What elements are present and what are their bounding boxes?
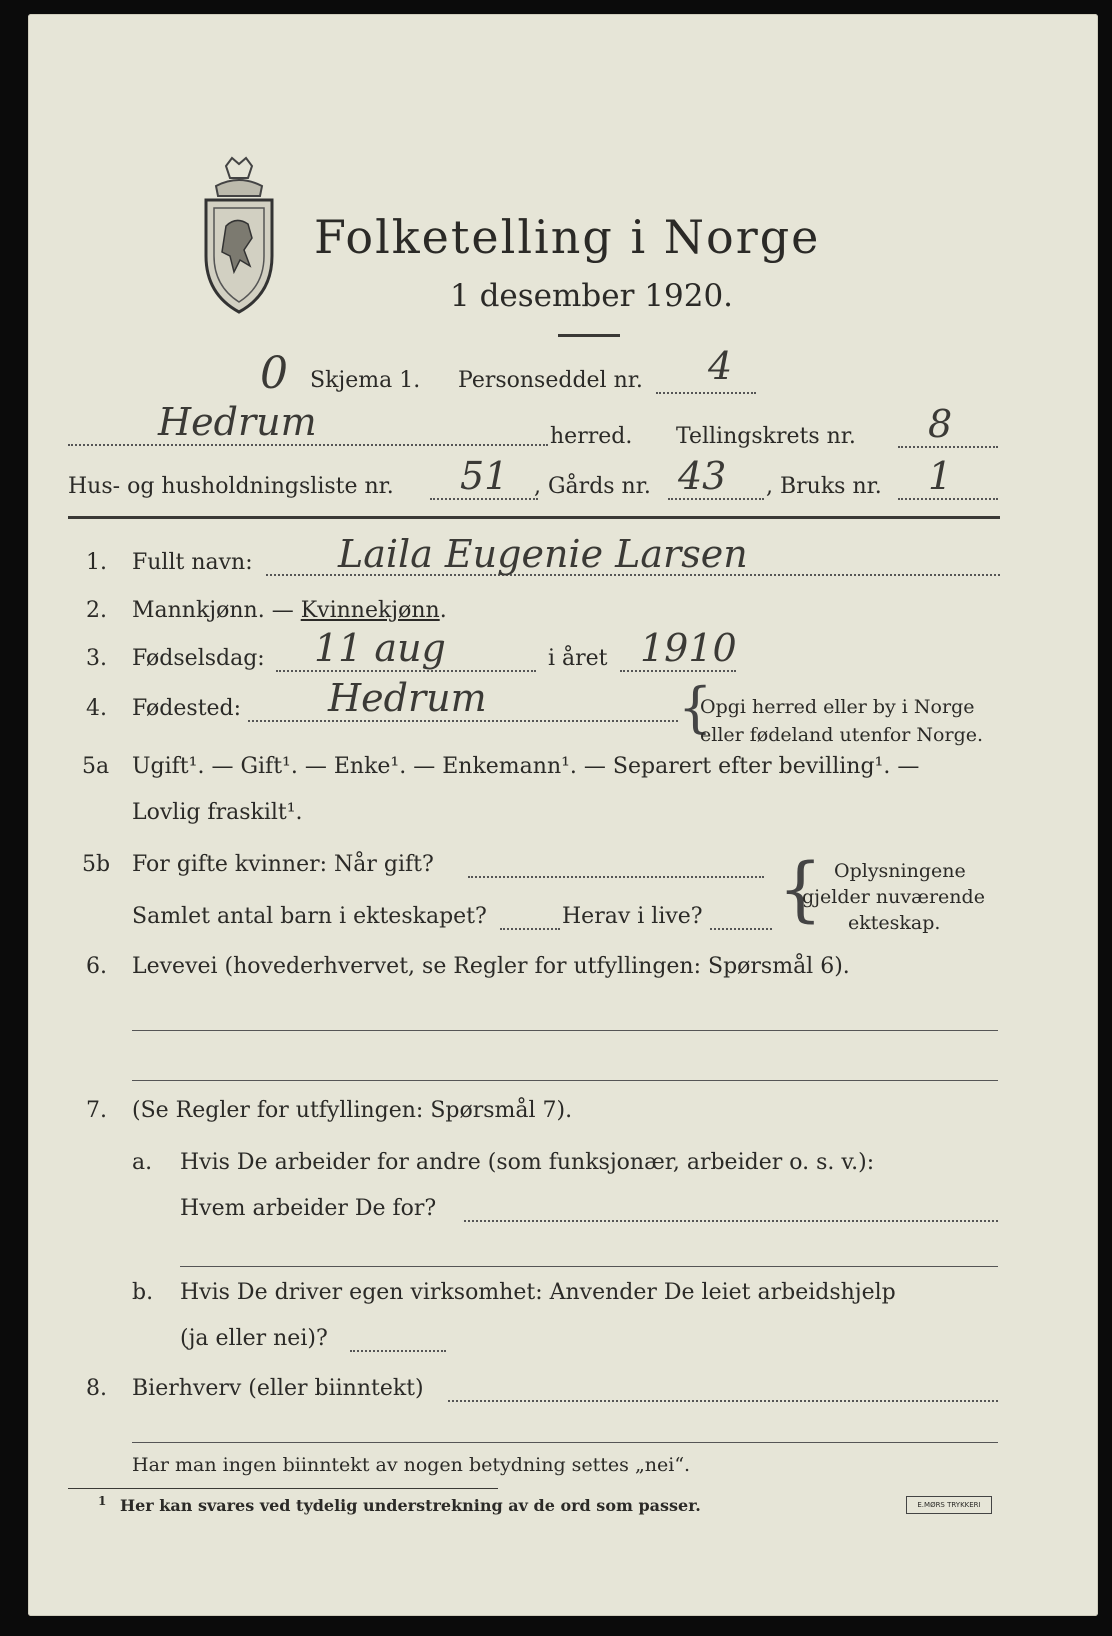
q2-number: 2. <box>86 598 107 623</box>
q5a-options-cont[interactable]: Lovlig fraskilt¹. <box>132 800 303 825</box>
q7a-employer-label: Hvem arbeider De for? <box>180 1196 437 1221</box>
q4-brace: { <box>678 676 713 739</box>
tellingskrets-label: Tellingskrets nr. <box>676 424 856 449</box>
schema-label: Skjema 1. <box>310 368 421 393</box>
personseddel-line <box>656 392 756 394</box>
q6-number: 6. <box>86 954 107 979</box>
footnote-mark: 1 <box>98 1494 107 1508</box>
herred-line <box>68 444 548 446</box>
q2-end: . <box>439 598 447 623</box>
q8-note: Har man ingen biinntekt av nogen betydning settes „nei“. <box>132 1454 691 1476</box>
q7a-answer-line2[interactable] <box>180 1266 998 1267</box>
gards-label: , Gårds nr. <box>534 474 651 499</box>
q2-separator: . — <box>257 598 301 623</box>
personseddel-value[interactable]: 4 <box>708 344 733 388</box>
q5a-number: 5a <box>82 754 110 779</box>
q6-label: Levevei (hovederhvervet, se Regler for utfyllingen: Spørsmål 6). <box>132 954 850 979</box>
q5b-married-line <box>468 876 764 878</box>
q3-line <box>276 670 536 672</box>
form-title: Folketelling i Norge <box>314 210 821 264</box>
q5b-note-line3: ekteskap. <box>848 912 941 934</box>
q8-line[interactable] <box>448 1400 998 1402</box>
q3-year-line <box>620 670 736 672</box>
gards-line <box>668 498 764 500</box>
title-divider <box>558 334 620 337</box>
q2-options <box>132 598 447 623</box>
q8-label: Bierhverv (eller biinntekt) <box>132 1376 424 1401</box>
q7a-letter: a. <box>132 1150 153 1175</box>
gards-value[interactable]: 43 <box>678 454 727 498</box>
q7b-question: Hvis De driver egen virksomhet: Anvender De leiet arbeidshjelp <box>180 1280 896 1305</box>
personseddel-label: Personseddel nr. <box>458 368 643 393</box>
q5b-married-label: For gifte kvinner: Når gift? <box>132 852 434 877</box>
q1-number: 1. <box>86 550 107 575</box>
husholdningsliste-label: Hus- og husholdningsliste nr. <box>68 474 394 499</box>
q3-birth-date[interactable]: 11 aug <box>314 626 446 670</box>
q3-number: 3. <box>86 646 107 671</box>
tellingskrets-value[interactable]: 8 <box>928 402 953 446</box>
herred-label: herred. <box>550 424 633 449</box>
q5b-children-line <box>500 928 560 930</box>
bruks-value[interactable]: 1 <box>928 454 953 498</box>
q7b-letter: b. <box>132 1280 154 1305</box>
printer-stamp: E.MØRS TRYKKERI <box>906 1496 992 1514</box>
footnote-rule <box>68 1488 498 1489</box>
q5b-note-line2: gjelder nuværende <box>802 886 985 908</box>
q4-line <box>248 720 678 722</box>
q4-note-line2: eller fødeland utenfor Norge. <box>700 724 984 746</box>
q6-answer-line2[interactable] <box>132 1080 998 1081</box>
header-rule <box>68 516 1000 519</box>
bruks-label: , Bruks nr. <box>766 474 882 499</box>
coat-of-arms-icon <box>196 156 282 316</box>
q5b-alive-line <box>710 928 772 930</box>
q5b-note-line1: Oplysningene <box>834 860 966 882</box>
q5b-number: 5b <box>82 852 111 877</box>
q4-birthplace[interactable]: Hedrum <box>328 676 487 720</box>
q7a-question: Hvis De arbeider for andre (som funksjonær, arbeider o. s. v.): <box>180 1150 875 1175</box>
q2-male-option[interactable]: Mannkjønn <box>132 598 258 623</box>
census-date: 1 desember 1920. <box>450 278 734 314</box>
q8-number: 8. <box>86 1376 107 1401</box>
q7b-yesno-line[interactable] <box>350 1350 446 1352</box>
q1-label: Fullt navn: <box>132 550 253 575</box>
q6-answer-line1[interactable] <box>132 1030 998 1031</box>
q4-label: Fødested: <box>132 696 242 721</box>
husholdningsliste-line <box>430 498 538 500</box>
q7b-yesno-label: (ja eller nei)? <box>180 1326 328 1351</box>
q4-number: 4. <box>86 696 107 721</box>
q7-number: 7. <box>86 1098 107 1123</box>
q4-note-line1: Opgi herred eller by i Norge <box>700 696 975 718</box>
q3-label: Fødselsdag: <box>132 646 265 671</box>
husholdningsliste-value[interactable]: 51 <box>460 454 509 498</box>
q5b-brace: { <box>778 848 823 930</box>
q3-year-label: i året <box>548 646 608 671</box>
q5b-alive-label: Herav i live? <box>562 904 703 929</box>
bruks-line <box>898 498 998 500</box>
q7-label: (Se Regler for utfyllingen: Spørsmål 7). <box>132 1098 573 1123</box>
q5b-children-label: Samlet antal barn i ekteskapet? <box>132 904 487 929</box>
footnote-text: Her kan svares ved tydelig understrekning av de ord som passer. <box>120 1496 701 1515</box>
q3-birth-year[interactable]: 1910 <box>640 626 737 670</box>
q7a-employer-line[interactable] <box>464 1220 998 1222</box>
schema-handwritten-mark: 0 <box>260 348 288 399</box>
q8-answer-line2[interactable] <box>132 1442 998 1443</box>
q2-female-option[interactable]: Kvinnekjønn <box>300 598 440 623</box>
q1-full-name[interactable]: Laila Eugenie Larsen <box>338 532 748 576</box>
census-form-page <box>28 14 1098 1616</box>
herred-value[interactable]: Hedrum <box>158 400 317 444</box>
tellingskrets-line <box>898 446 998 448</box>
q5a-options[interactable]: Ugift¹. — Gift¹. — Enke¹. — Enkemann¹. — Separert efter bevilling¹. — <box>132 754 920 779</box>
